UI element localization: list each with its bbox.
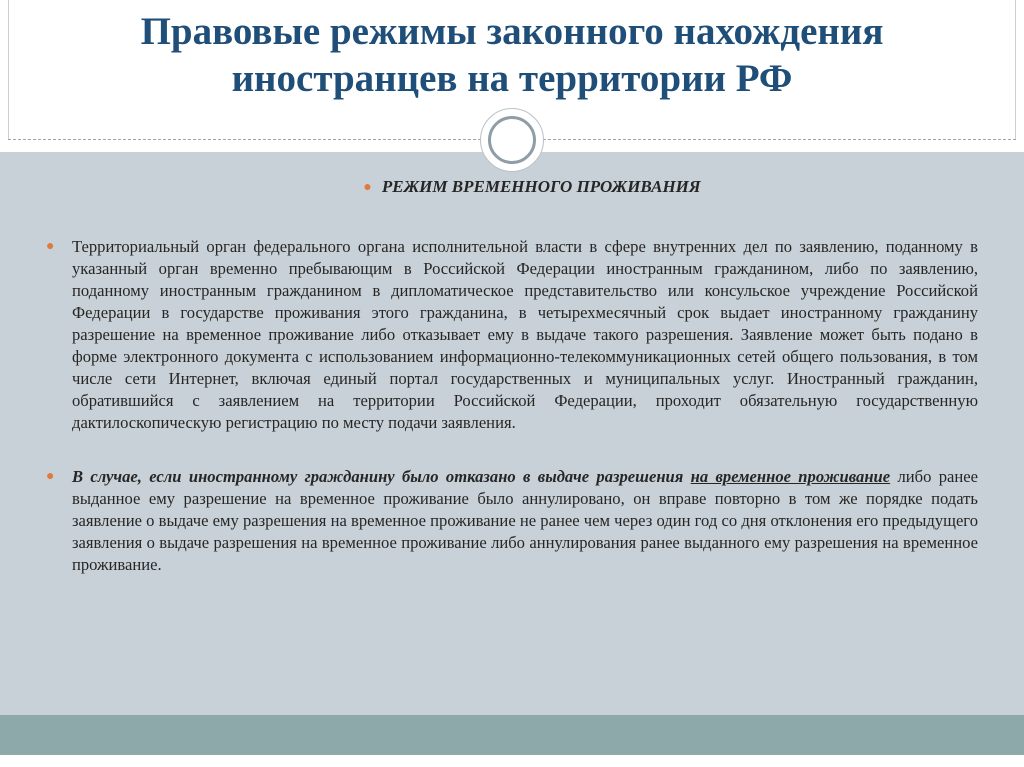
section-heading-text: РЕЖИМ ВРЕМЕННОГО ПРОЖИВАНИЯ — [381, 177, 701, 196]
paragraph-2 — [46, 466, 978, 576]
footer-bar — [0, 715, 1024, 755]
paragraph-1 — [46, 236, 978, 434]
paragraph-1-text: Территориальный орган федерального органа исполнительной власти в сфере внутренних дел по заявлению, поданному в указанный орган временно пребывающим в Российской Федерации иностранным гражданином, либо по заявлению, поданному иностранным гражданином в дипломатическое представительство или консульское учреждение Российской Федерации в государстве проживания этого гражданина, в четырехмесячный срок выдает иностранному гражданину разрешение на временное проживание либо отказывает ему в выдаче такого разрешения. Заявление может быть подано в форме электронного документа с использованием информационно-телекоммуникационных сетей общего пользования, в том числе сети Интернет, включая единый портал государственных и муниципальных услуг. Иностранный гражданин, обратившийся с заявлением на территории Российской Федерации, проходит обязательную государственную дактилоскопическую регистрацию по месту подачи заявления. — [72, 237, 978, 432]
circle-ornament-icon — [480, 108, 544, 172]
section-heading — [46, 176, 978, 200]
bullet-icon: ● — [46, 239, 55, 254]
bullet-icon: ● — [363, 180, 372, 195]
footer-margin — [0, 755, 1024, 767]
circle-ornament-ring — [488, 116, 536, 164]
paragraph-2-emphasis: В случае, если иностранному гражданину было отказано в выдаче разрешения — [72, 467, 691, 486]
paragraph-2-text: либо ранее выданное ему разрешение на временное проживание было аннулировано, он вправе повторно в том же порядке подать заявление о выдаче ему разрешения на временное проживание не ранее чем через один год со дня отклонения его предыдущего заявления о выдаче разрешения на временное проживание либо аннулирования ранее выданного ему разрешения на временное проживание. — [72, 467, 978, 574]
bullet-icon: ● — [46, 469, 55, 484]
content — [46, 176, 978, 608]
slide-title-line-2: иностранцев на территории РФ — [231, 57, 793, 100]
paragraph-2-emphasis-underlined: на временное проживание — [690, 467, 891, 486]
slide-title — [0, 8, 1024, 102]
slide-title-line-1: Правовые режимы законного нахождения — [140, 10, 884, 53]
